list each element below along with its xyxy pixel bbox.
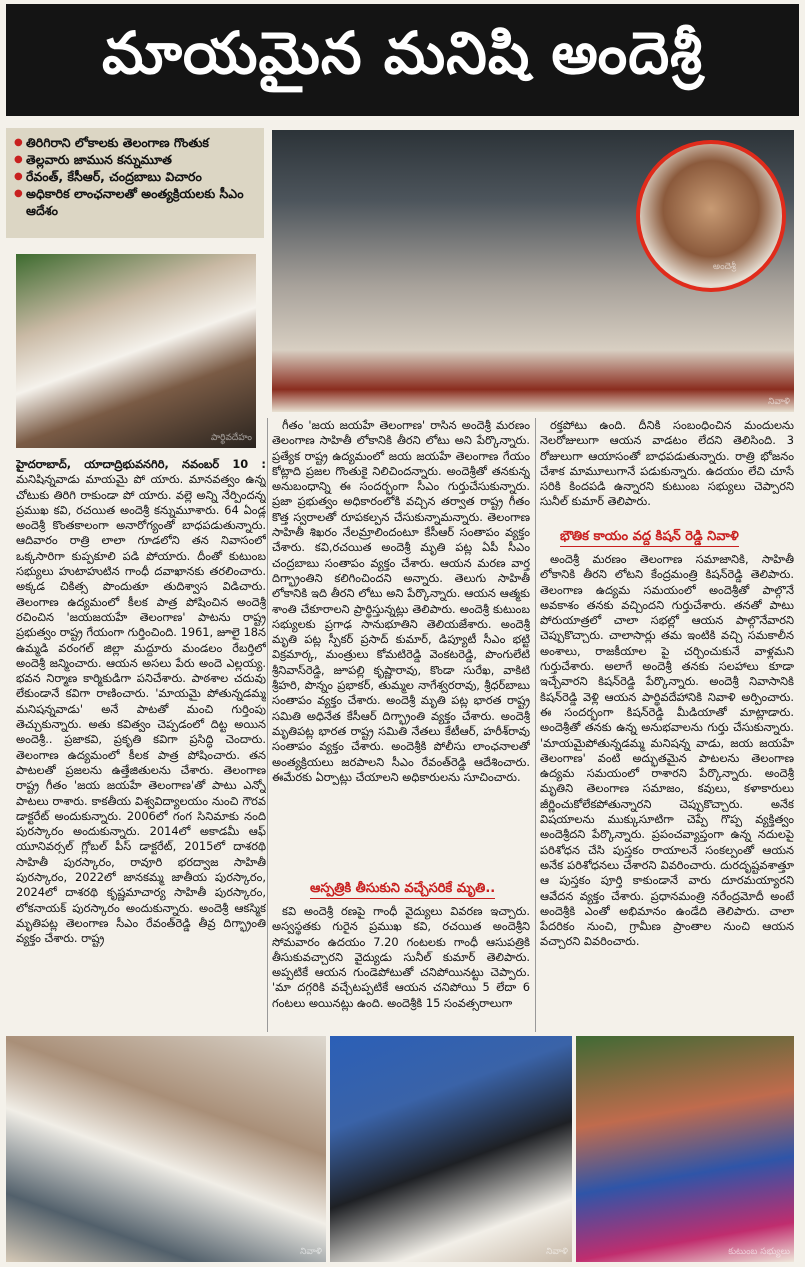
article-column-3b xyxy=(540,552,794,1032)
article-column-2b xyxy=(272,904,530,1032)
article-column-3 xyxy=(540,418,794,526)
photo-portrait-inset xyxy=(636,140,786,292)
column-divider xyxy=(267,418,268,1032)
column-divider xyxy=(535,418,536,1032)
photo-caption: అందెశ్రీ xyxy=(712,262,736,272)
subheading-hospital: ఆస్పత్రికి తీసుకుని వచ్చేసరికే మృతి.. xyxy=(310,880,495,899)
article-paragraph: రక్తపోటు ఉంది. దీనికి సంబంధించిన మందులను నెలరోజులుగా ఆయన వాడటం లేదని తెలిసింది. 3 రోజులుగా ఆయాసంతో బాధపడుతున్నారు. రాత్రి భోజనం చేశాక మామూలుగానే పడుకున్నారు. ఉదయం లేచి చూసే సరికి కిందపడి ఉన్నారని కుటుంబ సభ్యులు చెప్పారని సునీల్ కుమార్ తెలిపారు. xyxy=(540,418,794,509)
highlight-item: ● అధికారిక లాంఛనాలతో అంత్యక్రియలకు సీఎం ఆదేశం xyxy=(14,185,258,219)
highlights-box xyxy=(6,128,264,238)
photo-caption: నివాళి xyxy=(546,1247,568,1257)
photo-caption: నివాళి xyxy=(300,1247,322,1257)
article-paragraph: అందెశ్రీ మరణం తెలంగాణ సమాజానికి, సాహితీ లోకానికి తీరని లోటని కేంద్రమంత్రి కిషన్‌రెడ్డి తెలిపారు. తెలంగాణ ఉద్యమ సమయంలో అందెశ్రీతో పాల్గొనే అవకాశం తనకు వచ్చిందని గుర్తుచేశారు. తనతో పాటు పోరుయాత్రలో చాలా సభల్లో ఆయన పాల్గొనేవారని చెప్పుకొచ్చారు. చాలాసార్లు తమ ఇంటికి వచ్చి సమకాలీన అంశాలు, రాజకీయాల పై చర్చించుకునే వాళ్లమని గుర్తుచేశారు. అలాగే అందెశ్రీ తనకు సలహాలు కూడా ఇచ్చేవారని కిషన్‌రెడ్డి పేర్కొన్నారు. అందెశ్రీ నివాసానికి కిషన్‌రెడ్డి వెళ్లి ఆయన పార్థివదేహానికి నివాళి అర్పించారు. ఈ సందర్భంగా కిషన్‌రెడ్డి మీడియాతో మాట్లాడారు. అందెశ్రీతో తనకు ఉన్న అనుభవాలను గుర్తు చేసుకున్నారు. 'మాయమైపోతున్నడమ్మ మనిషన్న వాడు, జయ జయహే తెలంగాణ' వంటి అద్భుతమైన పాటలను తెలంగాణ ఉద్యమ సమయంలో రాశారని పేర్కొన్నారు. అందెశ్రీ మృతిని తెలంగాణ సమాజం, కవులు, కళాకారులు జీర్ణించుకోలేకపోతున్నారని చెప్పుకొచ్చారు. అనేక విషయాలను ముక్కుసూటిగా చెప్పే గొప్ప వ్యక్తిత్వం అందెశ్రీదని పేర్కొన్నారు. ప్రపంచవ్యాప్తంగా ఉన్న నదులపై పరిశోధన చేసి పుస్తకం రాయాలనే సంకల్పంతో ఆయన అనేక పరిశోధనలు చేశారని వివరించారు. దురదృష్టవశాత్తూ ఆ పుస్తకం పూర్తి కాకుండానే వారు దూరమయ్యారని ఆవేదన వ్యక్తం చేశారు. ప్రధానమంత్రి నరేంద్రమోదీ అంటే అందెశ్రీకి ఎంతో అభిమానం ఉండేది తెలిపారు. చాలా పేదరికం నుంచి, గ్రామీణ ప్రాంతాల నుంచి ఆయన వచ్చారని వివరించారు. xyxy=(540,552,794,949)
headline: మాయమైన మనిషి అందెశ్రీ xyxy=(6,4,799,116)
highlight-item: ● తిరిగిరాని లోకాలకు తెలంగాణ గొంతుక xyxy=(14,134,258,151)
photo-bottom-center xyxy=(330,1036,572,1262)
photo-caption: కుటుంబ సభ్యులు xyxy=(728,1247,790,1257)
article-paragraph: కవి అందెశ్రీ రణపై గాంధీ వైద్యులు వివరణ ఇచ్చారు. అస్వస్థతకు గురైన ప్రముఖ కవి, రచయిత అందెశ్రీని సోమవారం ఉదయం 7.20 గంటలకు గాంధీ ఆసుపత్రికి తీసుకువచ్చారని వైద్యుడు సునీల్ కుమార్ తెలిపారు. అప్పటికే ఆయన గుండెపోటుతో చనిపోయినట్టు చెప్పారు. 'మా దగ్గరికి వచ్చేటప్పటికే ఆయన చనిపోయి 5 లేదా 6 గంటలు అయినట్లు ఉంది. అందెశ్రీకి 15 సంవత్సరాలుగా xyxy=(272,904,530,1010)
photo-body-tribute xyxy=(16,254,256,448)
photo-caption: పార్థివదేహం xyxy=(210,433,252,443)
article-paragraph: మనిషిన్నవాడు మాయమై పో యారు. మానవత్వం ఉన్న చోటుకు తిరిగి రాకుండా పో యారు. వల్లె అన్ని నేర్పిందన్న ప్రముఖ కవి, రచయిత అందెశ్రీ కన్నుమూశారు. 64 ఏండ్ల అందెశ్రీ కొంతకాలంగా అనారోగ్యంతో బాధపడుతున్నారు. ఆదివారం రాత్రి లాలా గూడలోని తన నివాసంలో ఒక్కసారిగా కుప్పకూలి పడి పోయారు. దీంతో కుటుంబ సభ్యులు హుటాహుటిన గాంధీ దవాఖానకు తరలించారు. అక్కడ చికిత్స పొందుతూ తుదిశ్వాస విడిచారు. తెలంగాణ ఉద్యమంలో కీలక పాత్ర పోషించిన అందెశ్రీ రచించిన 'జయజయహే తెలంగాణ' పాటను రాష్ట్ర ప్రభుత్వం రాష్ట్ర గేయంగా గుర్తించింది. 1961, జూలై 18న ఉమ్మడి వరంగల్ జిల్లా మద్దూరు మండలం రేబర్తిలో అందెశ్రీ జన్మించారు. ఆయన అసలు పేరు అందె ఎల్లయ్య. భవన నిర్మాణ కార్మికుడిగా పనిచేశారు. పాఠశాల చదువు లేకుండానే కవిగా రాణించారు. 'మాయమై పోతున్నడమ్మ మనిషన్నవాడు' అనే పాటతో మంచి గుర్తింపు తెచ్చుకున్నారు. అతు కవిత్వం చెప్పడంలో దిట్ట అయిన అందెశ్రీ.. ప్రజాకవి, ప్రకృతి కవిగా ప్రసిద్ధి చెందారు. తెలంగాణ ఉద్యమంలో కీలక పాత్ర పోషించారు. తన పాటలతో ప్రజలను ఉత్తేజితులను చేశారు. తెలంగాణ రాష్ట్ర గీతం 'జయ జయహే తెలంగాణ'తో పాటు ఎన్నో పాటలు రాశారు. కాకతీయ విశ్వవిద్యాలయం నుంచి గౌరవ డాక్టరేట్ అందుకున్నారు. 2006లో గంగ సినిమాకు నంది పురస్కారం అందుకున్నారు. 2014లో అకాడమీ ఆఫ్ యూనివర్సల్ గ్లోబల్ పీస్ డాక్టరేట్, 2015లో దాశరథి సాహితీ పురస్కారం, రావూరి భరద్వాజ సాహితీ పురస్కారం, 2022లో జానకమ్మ జాతీయ పురస్కారం, 2024లో దాశరథి కృష్ణమాచార్య సాహితీ పురస్కారం, లోకనాయక్ పురస్కారం అందుకున్నారు. అందెశ్రీ ఆకస్మిక మృతిపట్ల తెలంగాణ సీఎం రేవంత్‌రెడ్డి తీవ్ర దిగ్భ్రాంతి వ్యక్తం చేశారు. రాష్ట్ర xyxy=(16,472,266,946)
photo-bottom-left xyxy=(6,1036,326,1262)
subheading-kishan-reddy: భౌతిక కాయం వద్ద కిషన్ రెడ్డి నివాళి xyxy=(560,528,739,547)
highlight-item: ● తెల్లవారు జామున కన్నుమూత xyxy=(14,151,258,168)
article-column-1 xyxy=(16,457,266,1032)
article-paragraph: గీతం 'జయ జయహే తెలంగాణ' రాసిన అందెశ్రీ మరణం తెలంగాణ సాహితీ లోకానికి తీరని లోటు అని పేర్కొన్నారు. ప్రత్యేక రాష్ట్ర ఉద్యమంలో జయ జయహే తెలంగాణ గేయం కోట్లాది ప్రజల గొంతుకై నిలిచిందన్నారు. అందెశ్రీతో తనకున్న అనుబంధాన్ని ఈ సందర్భంగా సీఎం గుర్తుచేసుకున్నారు. ప్రజా ప్రభుత్వం అధికారంలోకి వచ్చిన తర్వాత రాష్ట్ర గీతం కొత్త స్వరాలతో రూపకల్పన చేసుకున్నామన్నారు. తెలంగాణ సాహితీ శిఖరం నేలమ్రాలిందంటూ కేసీఆర్ సంతాపం వ్యక్తం చేశారు. కవి,రచయిత అందెశ్రీ మృతి పట్ల ఏపీ సీఎం చంద్రబాబు సంతాపం వ్యక్తం చేశారు. ఆయన మరణ వార్త దిగ్భ్రాంతిని కలిగించిందని అన్నారు. తెలుగు సాహితీ లోకానికి ఇది తీరని లోటు అని పేర్కొన్నారు. ఆయన ఆత్మకు శాంతి చేకూరాలని ప్రార్థిస్తున్నట్లు తెలిపారు. అందెశ్రీ కుటుంబ సభ్యులకు ప్రగాఢ సానుభూతిని తెలియజేశారు. అందెశ్రీ మృతి పట్ల స్పీకర్ ప్రసాద్ కుమార్, డిప్యూటీ సీఎం భట్టి విక్రమార్క, మంత్రులు కోమటిరెడ్డి వెంకటరెడ్డి, పొంగులేటి శ్రీనివాస్‌రెడ్డి, జూపల్లి కృష్ణారావు, కొండా సురేఖ, వాకిటి శ్రీహరి, పొన్నం ప్రభాకర్, తుమ్మల నాగేశ్వరరావు, శ్రీధర్‌బాబు సంతాపం వ్యక్తం చేశారు. అందెశ్రీ మృతి పట్ల భారత రాష్ట్ర సమితి అధినేత కేసీఆర్ దిగ్భ్రాంతి వ్యక్తం చేశారు. అందెశ్రీ మృతిపట్ల భారత రాష్ట్ర సమితి నేతలు కేటీఆర్, హరీశ్‌రావు సంతాపం వ్యక్తం చేశారు. అందెశ్రీకి పోలీసు లాంఛనాలతో అంత్యక్రియలు జరపాలని సీఎం రేవంత్‌రెడ్డి ఆదేశించారు. ఈమేరకు ఏర్పాట్లు చేయాలని అధికారులను సూచించారు. xyxy=(272,418,530,784)
article-column-2 xyxy=(272,418,530,878)
photo-bottom-right xyxy=(576,1036,794,1262)
photo-caption: నివాళి xyxy=(768,397,790,407)
dateline: హైదరాబాద్, యాదాద్రిభువనగిరి, నవంబర్ 10 : xyxy=(16,457,266,471)
highlight-item: ● రేవంత్, కేసీఆర్, చంద్రబాబు విచారం xyxy=(14,168,258,185)
